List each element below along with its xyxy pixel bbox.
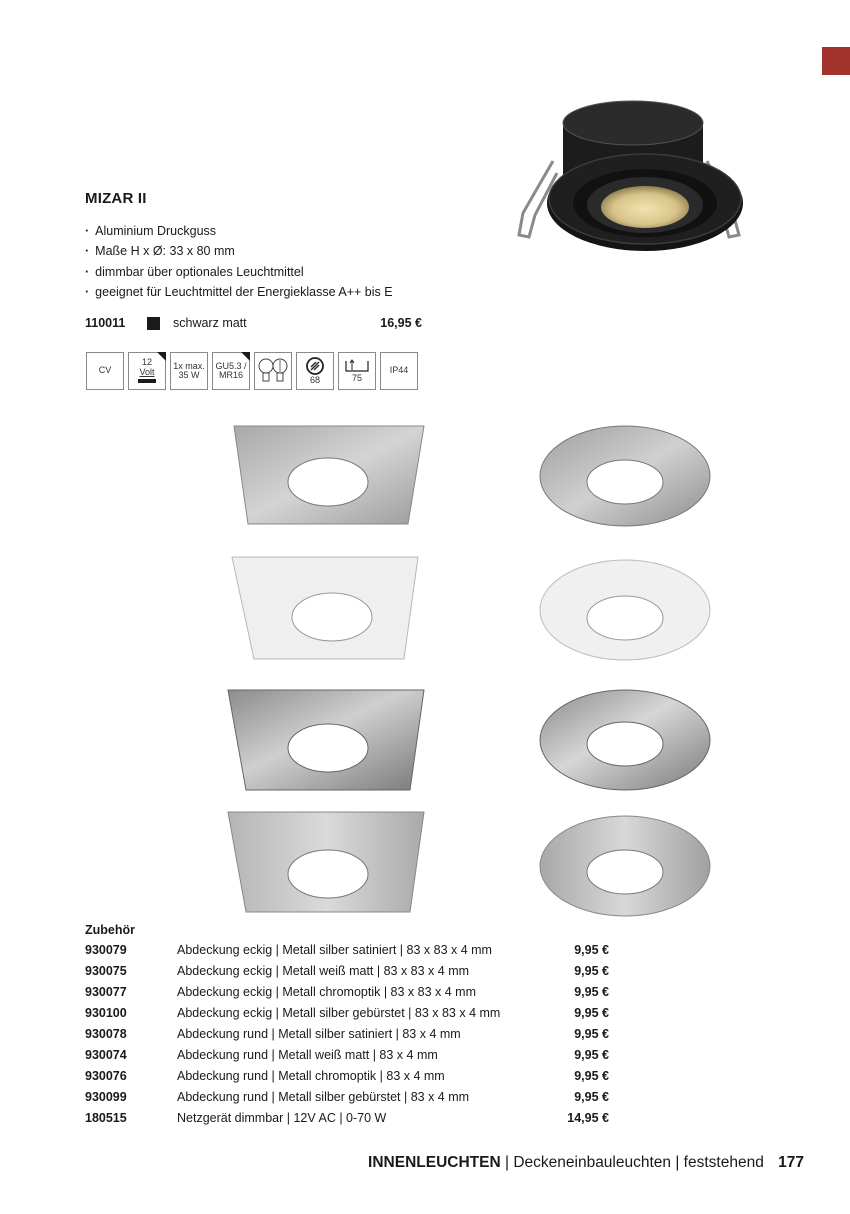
item-code: 930079 [85,943,127,957]
item-description: Abdeckung rund | Metall silber satiniert | 83 x 4 mm [177,1027,461,1041]
item-price: 9,95 € [574,1006,609,1020]
feature-item: · dimmbar über optionales Leuchtmittel [85,262,393,282]
item-description: Abdeckung eckig | Metall weiß matt | 83 x 83 x 4 mm [177,964,470,978]
accessories-heading: Zubehör [85,923,135,937]
item-description: Abdeckung eckig | Metall chromoptik | 83 x 83 x 4 mm [177,985,476,999]
product-photo [505,95,755,265]
spec-text: IP44 [389,365,409,376]
item-code: 930078 [85,1027,127,1041]
round-cover-brushed-image [536,812,714,920]
feature-item: · Aluminium Druckguss [85,221,393,241]
item-description: Abdeckung rund | Metall weiß matt | 83 x 4 mm [177,1048,438,1062]
spec-text: CV [98,365,112,376]
item-description: Abdeckung eckig | Metall silber gebürstet | 83 x 83 x 4 mm [177,1006,501,1020]
item-code: 930100 [85,1006,127,1020]
cv-icon [86,352,124,390]
variant-row [85,316,422,332]
footer-section: INNENLEUCHTEN [368,1154,501,1171]
socket-icon [212,352,250,390]
cutout-depth-icon [338,352,376,390]
round-cover-satin-image [536,422,714,530]
angle-icon [296,352,334,390]
color-swatch [147,317,160,330]
list-item [85,1069,609,1090]
list-item [85,1048,609,1069]
wattage-icon [170,352,208,390]
item-code: 930099 [85,1090,127,1104]
list-item [85,1027,609,1048]
item-code: 930077 [85,985,127,999]
ip-rating-icon [380,352,418,390]
feature-item: · Maße H x Ø: 33 x 80 mm [85,241,393,261]
item-price: 9,95 € [574,985,609,999]
square-cover-chrome-image [228,690,424,790]
variant-color-name: schwarz matt [173,316,247,330]
spec-text: 12 [141,357,152,367]
spec-text: 35 W [178,370,200,380]
item-code: 180515 [85,1111,127,1125]
item-description: Netzgerät dimmbar | 12V AC | 0-70 W [177,1111,387,1125]
round-cover-chrome-image [536,686,714,794]
item-code: 930074 [85,1048,127,1062]
square-cover-white-image [228,553,428,665]
feature-list [85,221,393,302]
list-item [85,1090,609,1111]
item-description: Abdeckung rund | Metall silber gebürstet | 83 x 4 mm [177,1090,470,1104]
item-price: 9,95 € [574,1069,609,1083]
spec-text: 68 [309,375,320,386]
item-price: 9,95 € [574,964,609,978]
voltage-icon [128,352,166,390]
item-code: 930075 [85,964,127,978]
item-price: 9,95 € [574,1027,609,1041]
item-price: 9,95 € [574,1090,609,1104]
product-title: MIZAR II [85,190,147,207]
variant-code: 110011 [85,316,126,330]
item-code: 930076 [85,1069,127,1083]
accessories-list [85,943,609,1132]
chapter-tab-marker [822,47,850,75]
square-cover-brushed-image [224,808,428,918]
list-item [85,1111,609,1132]
bulb-icon [254,352,292,390]
item-description: Abdeckung rund | Metall chromoptik | 83 x 4 mm [177,1069,445,1083]
list-item [85,964,609,985]
square-cover-satin-image [228,420,428,530]
item-price: 9,95 € [574,943,609,957]
footer-separator: | [504,1154,514,1171]
item-price: 14,95 € [567,1111,609,1125]
spec-text: 75 [351,373,362,384]
footer-subsection: Deckeneinbauleuchten | feststehend [513,1154,764,1171]
item-description: Abdeckung eckig | Metall silber satiniert | 83 x 83 x 4 mm [177,943,492,957]
spec-text: MR16 [218,370,243,380]
round-cover-white-image [536,556,714,664]
spec-text: 1x max. [173,360,205,371]
feature-item: · geeignet für Leuchtmittel der Energieklasse A++ bis E [85,282,393,302]
list-item [85,1006,609,1027]
item-price: 9,95 € [574,1048,609,1062]
list-item [85,943,609,964]
spec-text: GU5.3 / [215,360,247,371]
page-footer [368,1154,804,1172]
spec-text: Volt [139,366,155,377]
list-item [85,985,609,1006]
variant-price: 16,95 € [380,316,422,330]
page-number: 177 [778,1154,804,1171]
